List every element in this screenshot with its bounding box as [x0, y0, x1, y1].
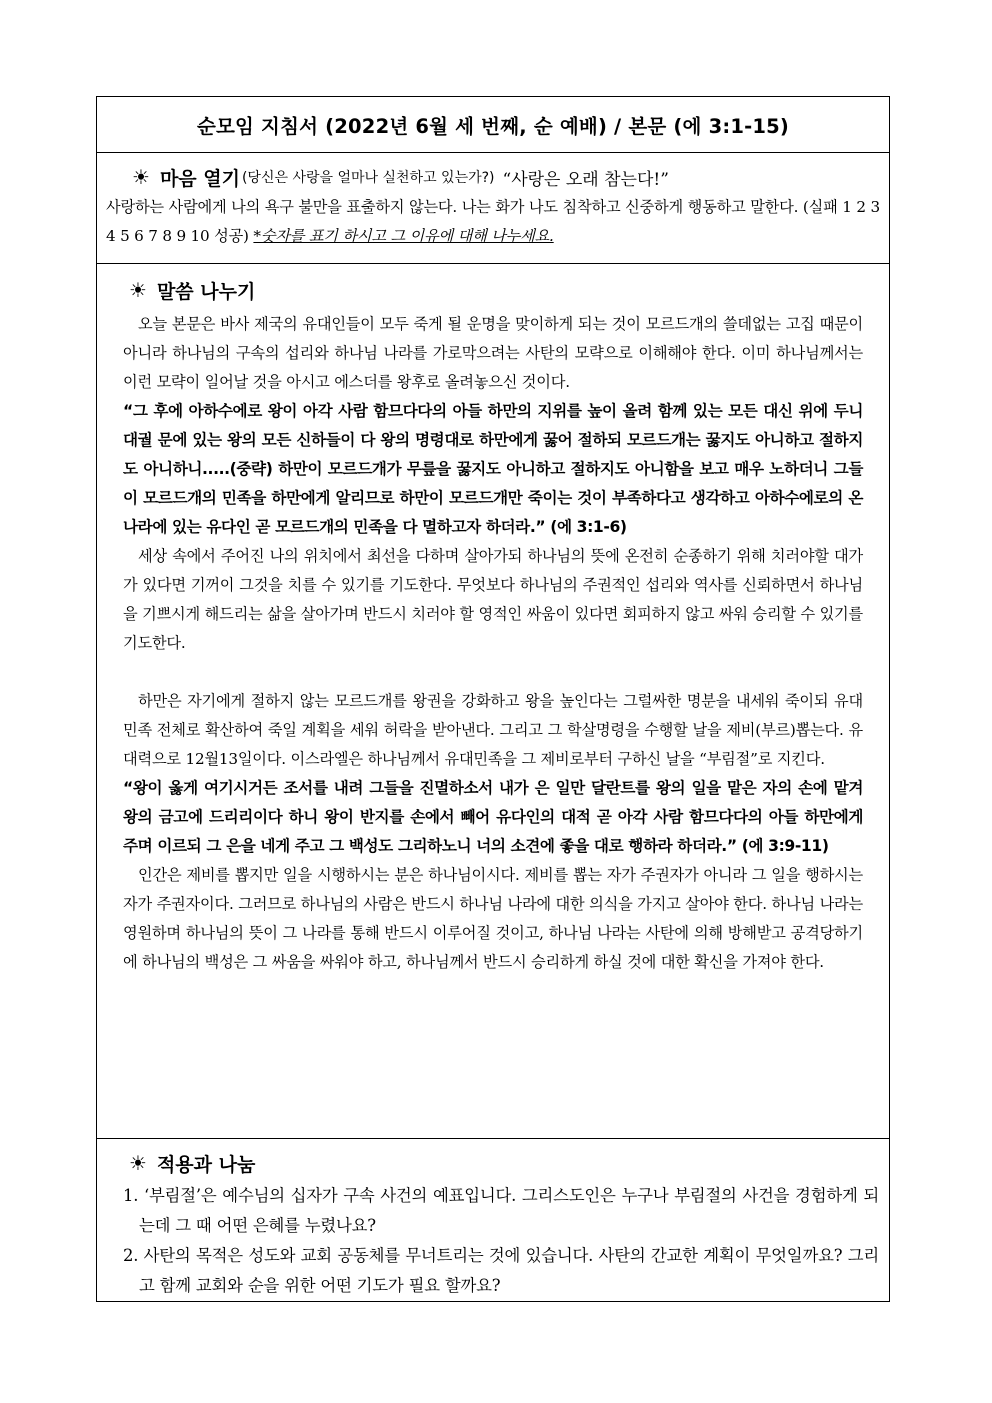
- opening-body-text: 사랑하는 사람에게 나의 욕구 불만을 표출하지 않는다. 나는 화가 나도 침착하고 신중하게 행동하고 말한다. (실패 1 2 3 4 5 6 7 8 9 10 성공): [106, 198, 880, 245]
- opening-section: [97, 153, 889, 264]
- sun-icon: ☀: [129, 278, 147, 302]
- word-paragraph-1: 오늘 본문은 바사 제국의 유대인들이 모두 죽게 될 운명을 맞이하게 되는 것이 모르드개의 쓸데없는 고집 때문이 아니라 하나님의 구속의 섭리와 하나님 나라를 가로막으려는 사탄의 모략으로 이해해야 한다. 이미 하나님께서는 이런 모략이 일어날 것을 아시고 에스더를 왕후로 올려놓으신 것이다.: [123, 315, 863, 391]
- word-section: [97, 264, 889, 1139]
- title-section: [97, 97, 889, 153]
- apply-heading: [123, 1145, 879, 1181]
- word-paragraph-2: 세상 속에서 주어진 나의 위치에서 최선을 다하며 살아가되 하나님의 뜻에 온전히 순종하기 위해 치러야할 대가가 있다면 기꺼이 그것을 치를 수 있기를 기도한다. 무엇보다 하나님의 주권적인 섭리와 역사를 신뢰하면서 하나님을 기쁘시게 해드리는 삶을 살아가며 반드시 치러야 할 영적인 싸움이 있다면 회피하지 않고 싸워 승리할 수 있기를 기도한다.: [123, 547, 863, 652]
- apply-heading-label: 적용과 나눔: [156, 1153, 256, 1176]
- opening-body: [106, 193, 880, 251]
- opening-quote: “사랑은 오래 참는다!”: [502, 169, 669, 190]
- document-title: 순모임 지침서 (2022년 6월 세 번째, 순 예배) / 본문 (에 3:1-15): [196, 114, 790, 138]
- opening-note: *숫자를 표기 하시고 그 이유에 대해 나누세요.: [253, 227, 554, 245]
- apply-question-2: 2. 사탄의 목적은 성도와 교회 공동체를 무너트리는 것에 있습니다. 사탄의 간교한 계획이 무엇일까요? 그리고 함께 교회와 순을 위한 어떤 기도가 필요 할까요?: [123, 1246, 879, 1295]
- sun-icon: ☀: [129, 1151, 147, 1175]
- apply-question-1: 1. ‘부림절’은 예수님의 십자가 구속 사건의 예표입니다. 그리스도인은 누구나 부림절의 사건을 경험하게 되는데 그 때 어떤 은혜를 누렸나요?: [123, 1186, 879, 1235]
- guide-document: [96, 96, 890, 1302]
- opening-aside: (당신은 사랑을 얼마나 실천하고 있는가?): [241, 170, 495, 186]
- paragraph-gap: [123, 658, 863, 687]
- word-paragraph-3: 하만은 자기에게 절하지 않는 모르드개를 왕권을 강화하고 왕을 높인다는 그럴싸한 명분을 내세워 죽이되 유대 민족 전체로 확산하여 죽일 계획을 세워 허락을 받아낸다. 그리고 그 학살명령을 수행할 날을 제비(부르)뽑는다. 유대력으로 12월13일이다. 이스라엘은 하나님께서 유대민족을 그 제비로부터 구하신 날을 “부림절”로 지킨다.: [123, 692, 863, 768]
- opening-heading: [106, 161, 880, 193]
- word-heading-label: 말씀 나누기: [156, 280, 256, 303]
- scripture-quote-2: “왕이 옳게 여기시거든 조서를 내려 그들을 진멸하소서 내가 은 일만 달란트를 왕의 일을 맡은 자의 손에 맡겨 왕의 금고에 드리리이다 하니 왕이 반지를 손에서 빼어 유다인의 대적 곧 아각 사람 함므다다의 아들 하만에게 주며 이르되 그 은을 네게 주고 그 백성도 그리하노니 너의 소견에 좋을 대로 행하라 하더라.” (에 3:9-11): [123, 779, 863, 855]
- word-heading: [123, 270, 863, 310]
- apply-section: [97, 1139, 889, 1301]
- sun-icon: ☀: [132, 165, 150, 189]
- word-paragraph-4: 인간은 제비를 뽑지만 일을 시행하시는 분은 하나님이시다. 제비를 뽑는 자가 주권자가 아니라 그 일을 행하시는 자가 주권자이다. 그러므로 하나님의 사람은 반드시 하나님 나라에 대한 의식을 가지고 살아야 한다. 하나님 나라는 영원하며 하나님의 뜻이 그 나라를 통해 반드시 이루어질 것이고, 하나님 나라는 사탄에 의해 방해받고 공격당하기에 하나님의 백성은 그 싸움을 싸워야 하고, 하나님께서 반드시 승리하게 하실 것에 대한 확신을 가져야 한다.: [123, 866, 863, 971]
- scripture-quote-1: “그 후에 아하수에로 왕이 아각 사람 함므다다의 아들 하만의 지위를 높이 올려 함께 있는 모든 대신 위에 두니 대궐 문에 있는 왕의 모든 신하들이 다 왕의 명령대로 하만에게 꿇어 절하되 모르드개는 꿇지도 아니하고 절하지도 아니하니.....(중략) 하만이 모르드개가 무릎을 꿇지도 아니하고 절하지도 아니함을 보고 매우 노하더니 그들이 모르드개의 민족을 하만에게 알리므로 하만이 모르드개만 죽이는 것이 부족하다고 생각하고 아하수에로의 온 나라에 있는 유다인 곧 모르드개의 민족을 다 멸하고자 하더라.” (에 3:1-6): [123, 402, 863, 536]
- opening-heading-label: 마음 열기: [159, 167, 240, 190]
